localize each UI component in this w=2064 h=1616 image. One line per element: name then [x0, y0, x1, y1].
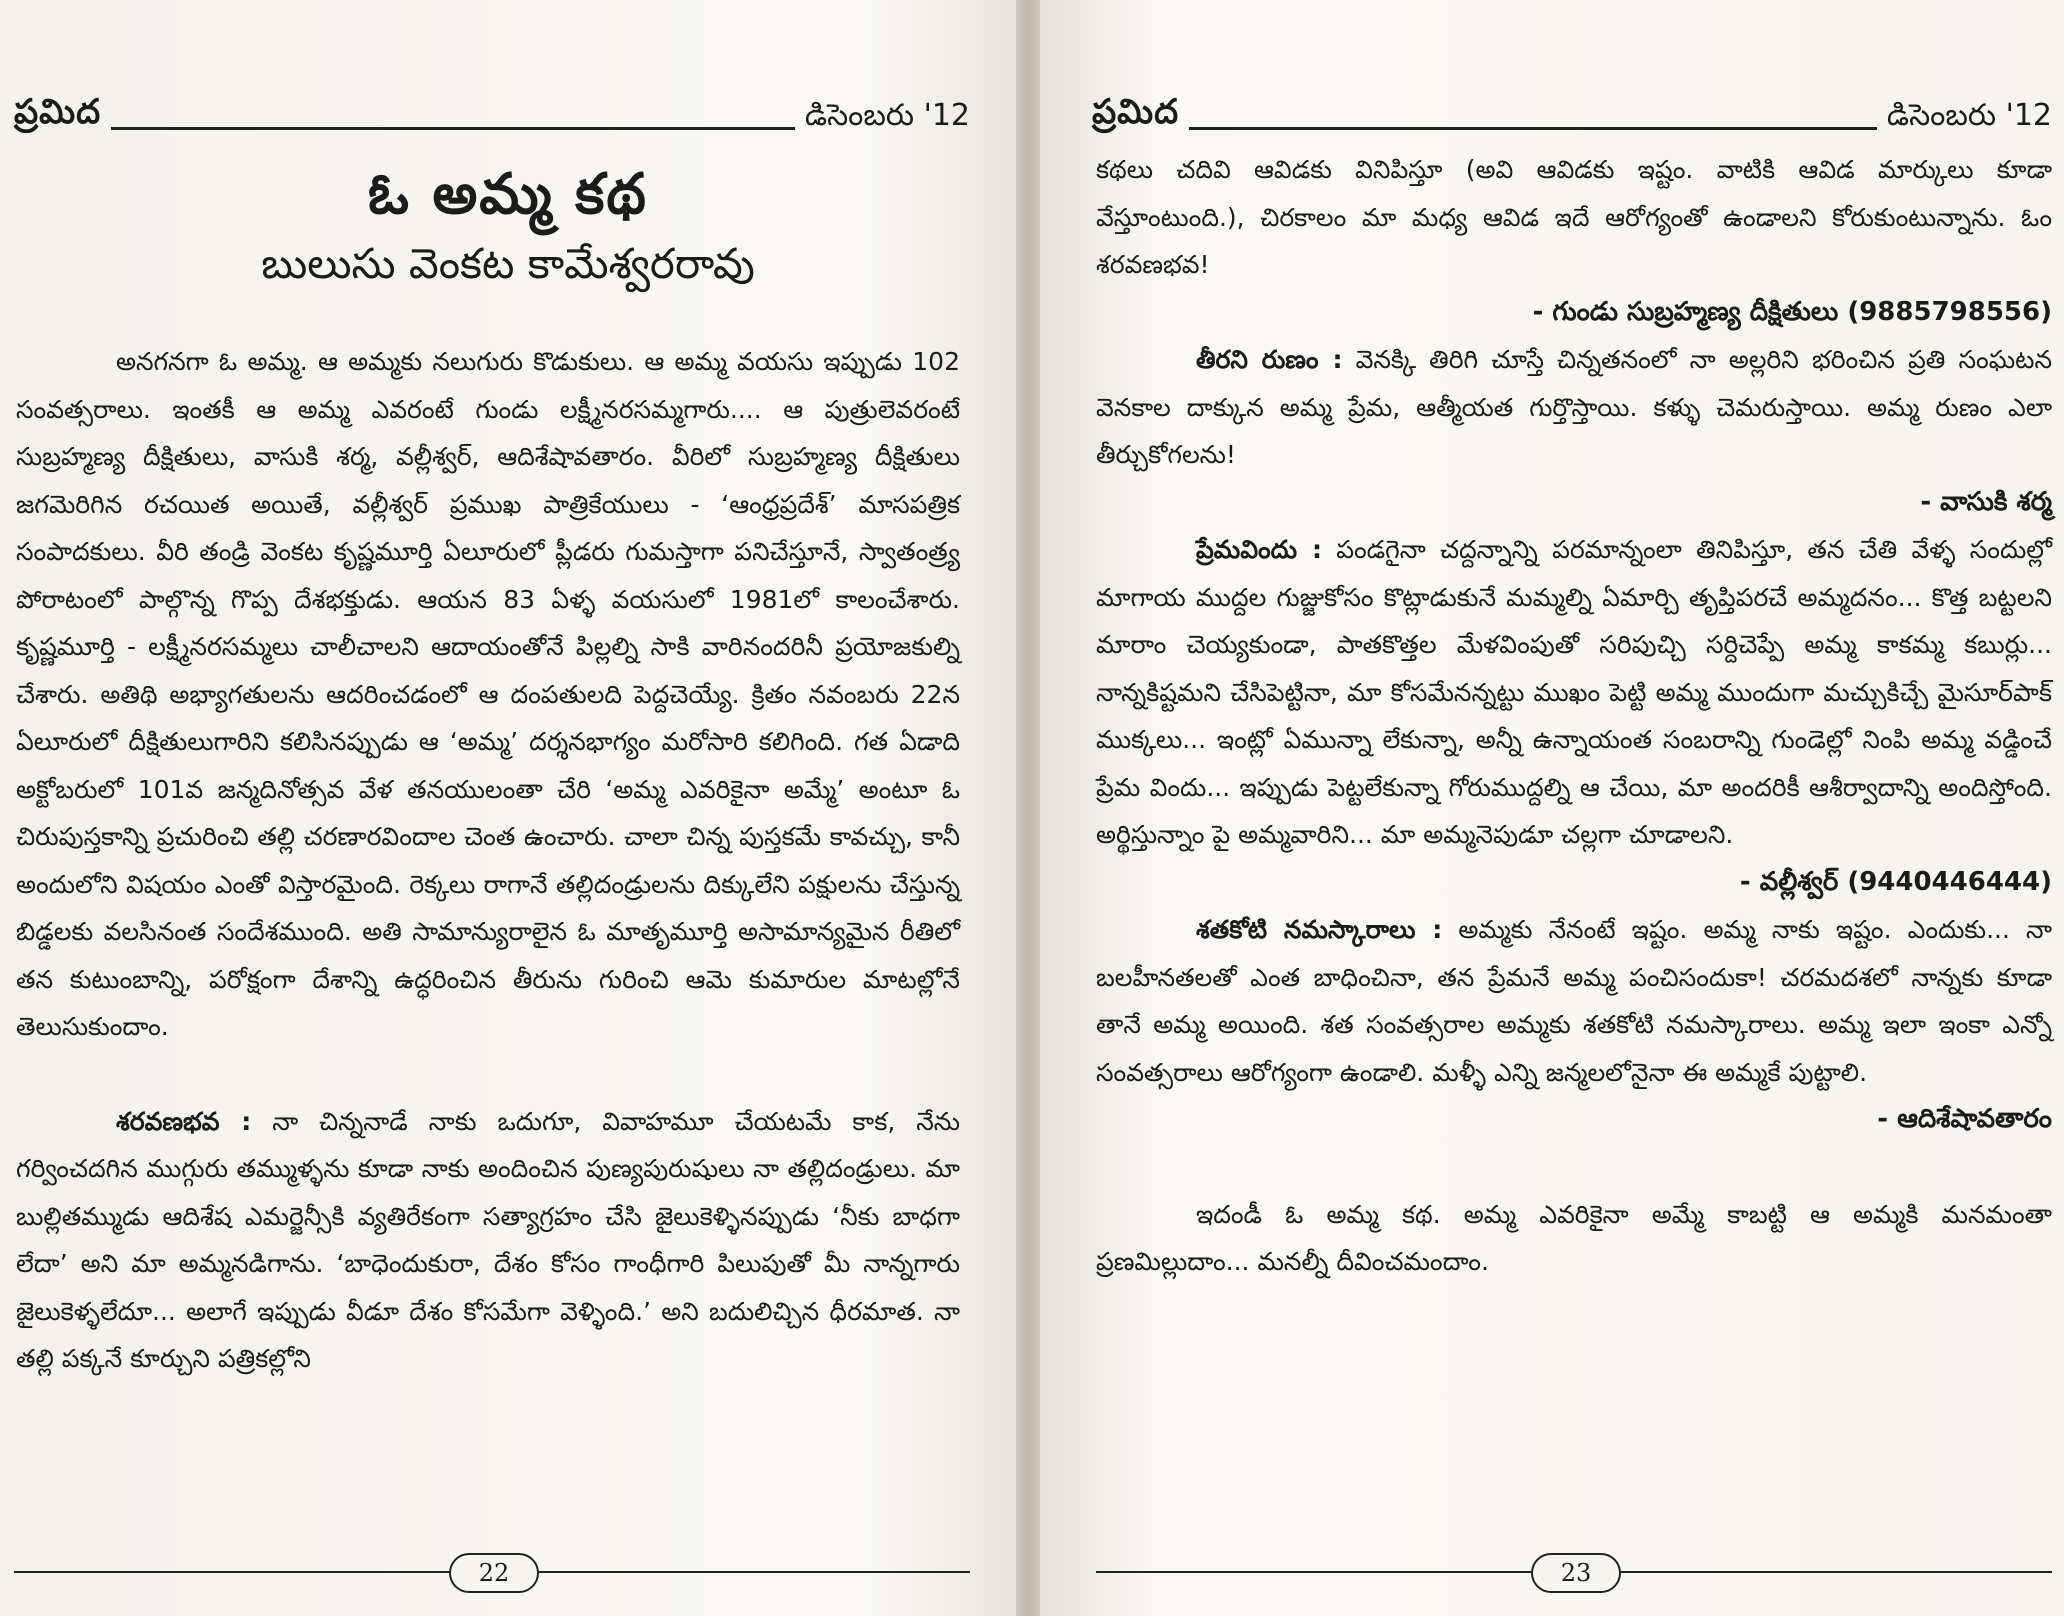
left-page-footer	[14, 1553, 970, 1593]
section-premavindu	[1096, 526, 2052, 859]
signature-adiseshavataram: - ఆదిశేషావతారం	[1877, 1104, 2052, 1134]
section-text: వెనక్కి తిరిగి చూస్తే చిన్నతనంలో నా అల్లరిని భరించిన ప్రతి సంఘటన వెనకాల దాక్కున అమ్మ ప్రేమ, ఆత్మీయత గుర్తొస్తాయి. కళ్ళు చెమరుస్తాయి. అమ్మ రుణం ఎలా తీర్చుకోగలను!	[1096, 345, 2052, 469]
article-title-block	[0, 160, 1016, 294]
left-page	[0, 0, 1016, 1616]
article-title: ఓ అమ్మ కథ	[368, 162, 648, 227]
signature-subrahmanya: - గుండు సుబ్రహ్మణ్య దీక్షితులు (9885798556)	[1532, 296, 2052, 327]
magazine-brand: ప్రమిద	[1092, 92, 1180, 132]
book-gutter	[1016, 0, 1040, 1616]
right-page-header	[1092, 92, 2052, 140]
issue-date: డిసెంబరు '12	[804, 98, 970, 133]
continued-paragraph: కథలు చదివి ఆవిడకు వినిపిస్తూ (అవి ఆవిడకు ఇష్టం. వాటికి ఆవిడ మార్కులు కూడా వేస్తూంటుంది.), చిరకాలం మా మధ్య ఆవిడ ఇదే ఆరోగ్యంతో ఉండాలని కోరుకుంటున్నాను. ఓం శరవణభవ!	[1096, 155, 2052, 279]
section-satakoti	[1096, 906, 2052, 1096]
section-text: నా చిన్ననాడే నాకు ఒదుగూ, వివాహమూ చేయటమే కాక, నేను గర్వించదగిన ముగ్గురు తమ్ముళ్ళను కూడా నాకు అందించిన పుణ్యపురుషులు నా తల్లిదండ్రులు. మా బుల్లితమ్ముడు ఆదిశేష ఎమర్జెన్సీకి వ్యతిరేకంగా సత్యాగ్రహం చేసి జైలుకెళ్ళినప్పుడు ‘నీకు బాధగా లేదా’ అని మా అమ్మనడిగాను. ‘బాధెందుకురా, దేశం కోసం గాంధీగారి పిలుపుతో మీ నాన్నగారు జైలుకెళ్ళలేదూ... అలాగే ఇప్పుడు వీడూ దేశం కోసమేగా వెళ్ళింది.’ అని బదులిచ్చిన ధీరమాత. నా తల్లి పక్కనే కూర్చుని పత్రికల్లోని	[16, 1106, 960, 1373]
left-page-header	[14, 92, 970, 140]
signature-valliswar: - వల్లీశ్వర్ (9440446444)	[1739, 866, 2052, 897]
article-byline: బులుసు వెంకట కామేశ్వరరావు	[261, 239, 755, 288]
section-heading: తీరని రుణం :	[1196, 345, 1343, 374]
section-heading: శతకోటి నమస్కారాలు :	[1196, 915, 1443, 944]
issue-date: డిసెంబరు '12	[1886, 98, 2052, 133]
closing-paragraph: ఇదండీ ఓ అమ్మ కథ. అమ్మ ఎవరికైనా అమ్మే కాబట్టి ఆ అమ్మకి మనమంతా ప్రణమిల్లుదాం... మనల్నీ దీవించమందాం.	[1096, 1199, 2052, 1276]
right-page-footer	[1096, 1553, 2052, 1593]
left-body-text	[16, 338, 960, 1383]
signature-vasuki: - వాసుకి శర్మ	[1920, 486, 2052, 517]
page-number: 23	[1531, 1553, 1621, 1593]
section-heading: ప్రేమవిందు :	[1196, 535, 1322, 564]
section-text: అమ్మకు నేనంటే ఇష్టం. అమ్మ నాకు ఇష్టం. ఎందుకు... నా బలహీనతలతో ఎంత బాధించినా, తన ప్రేమనే అమ్మ పంచిసందుకా! చరమదశలో నాన్నకు కూడా తానే అమ్మ అయింది. శత సంవత్సరాల అమ్మకు శతకోటి నమస్కారాలు. అమ్మ ఇలా ఇంకా ఎన్నో సంవత్సరాలు ఆరోగ్యంగా ఉండాలి. మళ్ళీ ఎన్ని జన్మలలోనైనా ఈ అమ్మకే పుట్టాలి.	[1096, 915, 2052, 1087]
page-number: 22	[449, 1553, 539, 1593]
intro-paragraph: అనగనగా ఓ అమ్మ. ఆ అమ్మకు నలుగురు కొడుకులు. ఆ అమ్మ వయసు ఇప్పుడు 102 సంవత్సరాలు. ఇంతకీ ఆ అమ్మ ఎవరంటే గుండు లక్ష్మీనరసమ్మగారు.... ఆ పుత్రులెవరంటే సుబ్రహ్మణ్య దీక్షితులు, వాసుకి శర్మ, వల్లీశ్వర్, ఆదిశేషావతారం. వీరిలో సుబ్రహ్మణ్య దీక్షితులు జగమెరిగిన రచయిత అయితే, వల్లీశ్వర్ ప్రముఖ పాత్రికేయులు - ‘ఆంధ్రప్రదేశ్’ మాసపత్రిక సంపాదకులు. వీరి తండ్రి వెంకట కృష్ణమూర్తి ఏలూరులో ప్లీడరు గుమస్తాగా పనిచేస్తూనే, స్వాతంత్ర్య పోరాటంలో పాల్గొన్న గొప్ప దేశభక్తుడు. ఆయన 83 ఏళ్ళ వయసులో 1981లో కాలంచేశారు. కృష్ణమూర్తి - లక్ష్మీనరసమ్మలు చాలీచాలని ఆదాయంతోనే పిల్లల్ని సాకి వారినందరినీ ప్రయోజకుల్ని చేశారు. అతిథి అభ్యాగతులను ఆదరించడంలో ఆ దంపతులది పెద్దచెయ్యే. క్రితం నవంబరు 22న ఏలూరులో దీక్షితులుగారిని కలిసినప్పుడు ఆ ‘అమ్మ’ దర్శనభాగ్యం మరోసారి కలిగింది. గత ఏడాది అక్టోబరులో 101వ జన్మదినోత్సవ వేళ తనయులంతా చేరి ‘అమ్మ ఎవరికైనా అమ్మే’ అంటూ ఓ చిరుపుస్తకాన్ని ప్రచురించి తల్లి చరణారవిందాల చెంత ఉంచారు. చాలా చిన్న పుస్తకమే కావచ్చు, కానీ అందులోని విషయం ఎంతో విస్తారమైంది. రెక్కలు రాగానే తల్లిదండ్రులను దిక్కులేని పక్షులను చేస్తున్న బిడ్డలకు వలసినంత సందేశముంది. అతి సామాన్యురాలైన ఓ మాతృమూర్తి అసామాన్యమైన రీతిలో తన కుటుంబాన్ని, పరోక్షంగా దేశాన్ని ఉద్ధరించిన తీరును గురించి ఆమె కుమారుల మాటల్లోనే తెలుసుకుందాం.	[16, 347, 960, 1041]
header-rule	[1189, 127, 1877, 130]
section-heading: శరవణభవ :	[116, 1106, 252, 1136]
section-teerani-runam	[1096, 336, 2052, 479]
header-rule	[111, 127, 795, 130]
right-page	[1040, 0, 2064, 1616]
right-body-text	[1096, 146, 2052, 1286]
section-saravanabhava	[16, 1098, 960, 1383]
magazine-brand: ప్రమిద	[14, 92, 102, 132]
section-text: పండగైనా చద్దన్నాన్ని పరమాన్నంలా తినిపిస్తూ, తన చేతి వేళ్ళ సందుల్లో మాగాయ ముద్దల గుజ్జుకోసం కొట్లాడుకునే మమ్మల్ని ఏమార్చి తృప్తిపరచే అమ్మదనం... కొత్త బట్టలని మారాం చెయ్యకుండా, పాతకొత్తల మేళవింపుతో సరిపుచ్చి సర్దిచెప్పే అమ్మ కాకమ్మ కబుర్లు... నాన్నకిష్టమని చేసిపెట్టినా, మా కోసమేనన్నట్టు ముఖం పెట్టి అమ్మ ముందుగా మచ్చుకిచ్చే మైసూర్‌పాక్ ముక్కలు... ఇంట్లో ఏమున్నా లేకున్నా, అన్నీ ఉన్నాయంత సంబరాన్ని గుండెల్లో నింపి అమ్మ వడ్డించే ప్రేమ విందు... ఇప్పుడు పెట్టలేకున్నా గోరుముద్దల్ని ఆ చేయి, మా అందరికీ ఆశీర్వాదాన్ని అందిస్తోంది. అర్థిస్తున్నాం పై అమ్మవారిని... మా అమ్మనెపుడూ చల్లగా చూడాలని.	[1096, 535, 2052, 849]
